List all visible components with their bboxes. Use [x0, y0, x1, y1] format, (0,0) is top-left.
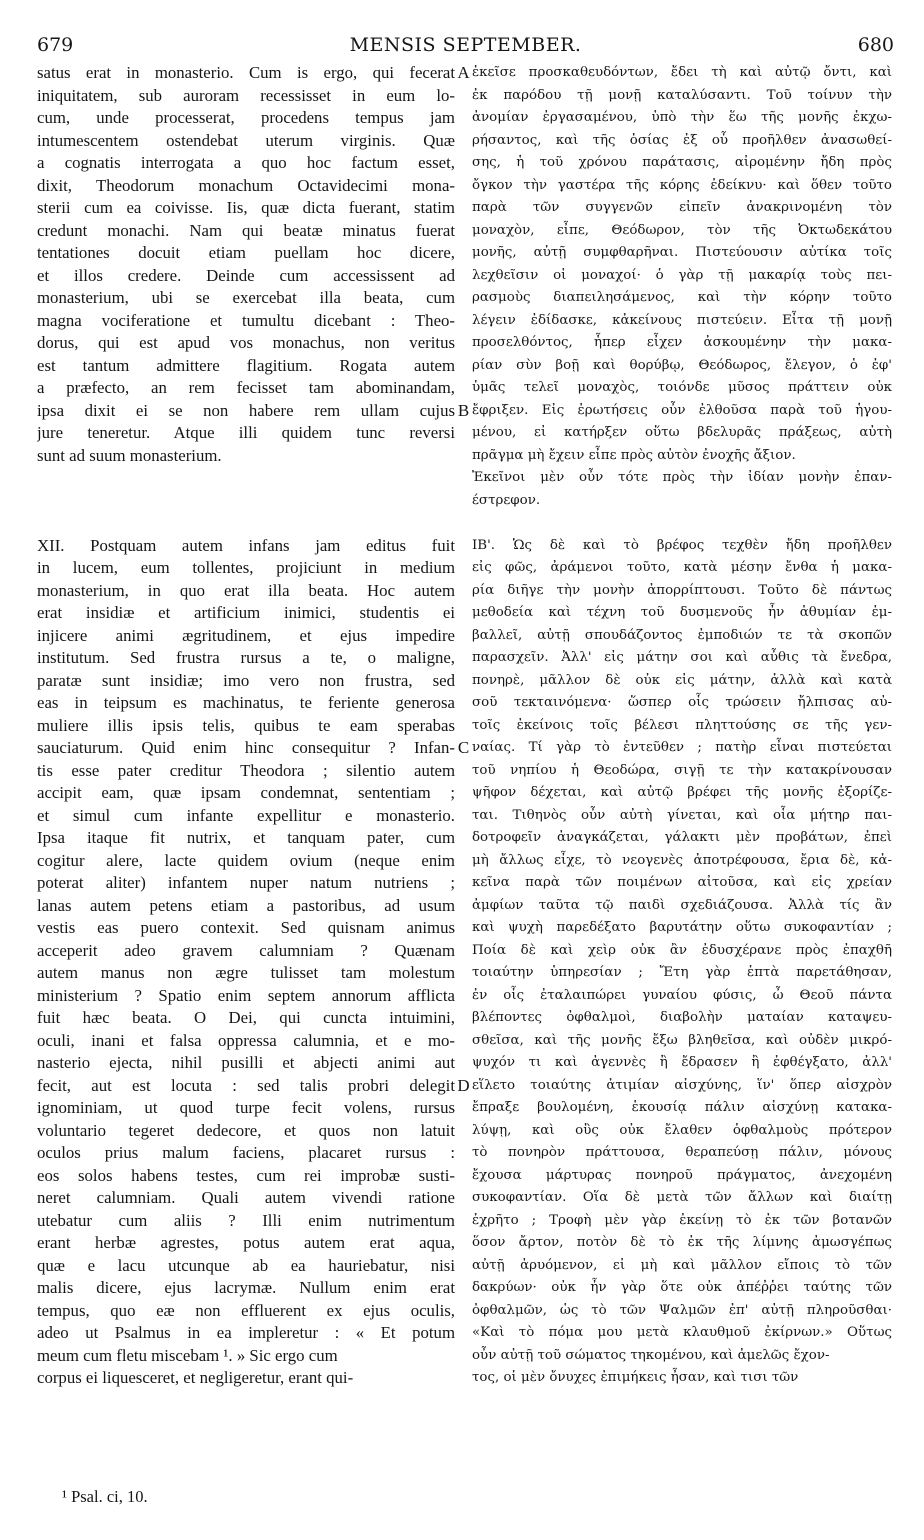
greek-text-line: πονηρὲ, μᾶλλον δὲ οὐκ εἰς μάτην, ἀλλὰ καὶ κατὰ	[472, 672, 892, 688]
latin-text-line: fecit, aut est locuta : sed talis probri delegit	[37, 1075, 455, 1095]
greek-text-line: βαλλεῖ, αὐτῇ σπουδάζοντος ἐμποδιών τε τὰ σκοπῶν	[472, 627, 892, 643]
latin-text-line: Ipsa itaque fit nutrix, et tanquam pater, cum	[37, 828, 455, 847]
latin-text-line: oculos prius malum faciens, placaret rursus :	[37, 1143, 455, 1162]
page-number-right: 680	[857, 34, 894, 56]
greek-text-line: «Καὶ τὸ πόμα μου μετὰ κλαυθμοῦ ἐκίρνων.» Οὕτως	[472, 1325, 892, 1340]
latin-text-line: oculi, inani et falsa oppressa calumnia, et e mo-	[37, 1030, 455, 1050]
greek-text-line: ρήσαντος, καὶ τῆς ὁσίας ἐξ οὗ προῆλθεν ἀνασωθεί-	[472, 132, 892, 148]
greek-text-line: ἀνομίαν ἐργασαμένου, ὑπὸ τὴν ἕω τῆς μονῆς ἐκχω-	[472, 110, 892, 125]
greek-text-line: μὴ ἄλλως εἶχε, τὸ νεογενὲς ἀποτρέφουσα, ἔρια δὲ, κἀ-	[472, 852, 892, 868]
latin-text-line: credunt monachi. Nam qui beatæ minatus fuerat	[37, 220, 455, 240]
latin-text-line: corpus ei liquesceret, et negligeretur, erant qui-	[37, 1368, 354, 1387]
greek-text-line: μεθοδεία καὶ τέχνη τοῦ δυσμενοῦς ἦν ἀθυμίαν ἐμ-	[472, 605, 892, 620]
latin-text-line: sunt ad suum monasterium.	[37, 445, 222, 465]
latin-text-line: erat insidiæ et artificium inimici, studentis ei	[37, 603, 455, 622]
latin-text-line: monasterium, ubi se exercebat illa beata, cum	[37, 288, 455, 307]
greek-text-line: έστρεφον.	[472, 492, 541, 508]
greek-text-line: τὸ πονηρὸν πράττουσα, θεραπεύσῃ πάλιν, μόνους	[472, 1145, 892, 1160]
greek-text-line: ΙΒ'. Ὡς δὲ καὶ τὸ βρέφος τεχθὲν ἤδη προῆλθεν	[472, 537, 892, 553]
section-marker: C	[457, 738, 470, 757]
latin-text-line: et simul cum infante expellitur e monasterio.	[37, 805, 455, 825]
greek-text-line: συκοφαντίαν. Οἵα δὲ μετὰ τῶν ἄλλων καὶ διαίτῃ	[472, 1190, 892, 1205]
latin-text-line: jure teneretur. Atque illi quidem tunc reversi	[37, 423, 455, 442]
greek-text-line: λεχθεῖσιν οἱ μοναχοί· ὁ γὰρ τῇ μακαρίᾳ τοὺς πει-	[472, 267, 892, 283]
greek-text-line: τοῦ νηπίου ἡ Θεοδώρα, σιγῇ τε τὴν κατακρίνουσαν	[472, 762, 892, 778]
greek-text-line: βλέποντες ὀφθαλμοὶ, διαβολὴν ματαίαν καταψευ-	[472, 1010, 892, 1025]
footnote: ¹ Psal. ci, 10.	[62, 1487, 148, 1506]
latin-text-line: lanas autem petens etiam a pastoribus, ad usum	[37, 895, 455, 915]
latin-text-line: nasterio ejecta, nihil pusilli et abjecti animi aut	[37, 1053, 455, 1072]
latin-text-line: institutum. Sed frustra rursus a te, o maligne,	[37, 648, 455, 667]
greek-text-line: μοναχὸν, εἶπε, Θεόδωρον, τὸν τῆς Ὀκτωδεκάτου	[472, 222, 892, 238]
latin-text-line: vestis eas puero contexit. Sed quisnam animus	[37, 918, 455, 937]
greek-text-line: καὶ ψυχὴ παρεδέξατο βαρυτάτην οὕτω συκοφαντίαν ;	[472, 920, 892, 935]
greek-text-line: τοῖς ἐκείνοις τοῖς βέλεσι πληττούσης σε τῆς γεν-	[472, 717, 892, 733]
latin-text-line: satus erat in monasterio. Cum is ergo, qui fecerat	[37, 63, 455, 82]
greek-text-line: ἐν οἷς ἐταλαιπώρει γυναίου φύσις, ὦ Θεοῦ πάντα	[472, 987, 892, 1003]
greek-text-line: εἵλετο τοιαύτης ἀτιμίαν αἰσχύνης, ἵν' ὅπερ αἰσχρὸν	[472, 1077, 892, 1093]
latin-text-line: voluntario tegeret dedecore, et quos non latuit	[37, 1120, 455, 1140]
latin-text-line: malis dicere, ejus lacrymæ. Nullum enim erat	[37, 1278, 455, 1297]
section-marker: A	[457, 63, 470, 82]
latin-text-line: intumescentem ostendebat uterum virginis. Quæ	[37, 130, 455, 150]
latin-text-line: dorus, qui est apud vos monachus, non veritus	[37, 333, 455, 352]
section-marker: D	[457, 1075, 470, 1095]
latin-text-line: XII. Postquam autem infans jam editus fuit	[37, 535, 455, 555]
greek-text-line: λέγειν ἐδίδασκε, κἀκείνους πιστεύειν. Εἶτα τῇ μονῇ	[472, 312, 892, 328]
latin-text-line: poterat aliter) infantem nuper natum nutriens ;	[37, 873, 455, 892]
latin-text-line: dixit, Theodorum monachum Octavidecimi mona-	[37, 175, 455, 195]
greek-text-line: πρᾶγμα μὴ ἔχειν εἶπε πρὸς αὐτὸν ἐνοχῆς ἄξιον.	[472, 447, 796, 463]
greek-text-line: ἐκεῖσε προσκαθευδόντων, ἔδει τὴ καὶ αὐτῷ ὄντι, καὶ	[472, 65, 892, 80]
latin-text-line: ministerium ? Spatio enim septem annorum afflicta	[37, 985, 455, 1005]
latin-text-line: acceperit adeo gravem calumniam ? Quænam	[37, 940, 455, 960]
latin-text-line	[37, 467, 455, 490]
latin-text-line: tentationes docuit etiam puellam hoc dicere,	[37, 243, 455, 262]
greek-text-line: ἔφριξεν. Εἰς ἐρωτήσεις οὖν ἐλθοῦσα παρὰ τοῦ ἡγου-	[472, 402, 892, 418]
greek-text-line: λύψῃ, καὶ οὓς οὐκ ἔλαθεν ὀφθαλμοὺς πρότερον	[472, 1122, 892, 1138]
latin-text-line: cogitur alere, lacte quidem ovium (neque enim	[37, 850, 455, 870]
latin-column	[37, 62, 455, 1390]
latin-text-line: tis esse pater creditur Theodora ; silentio autem	[37, 760, 455, 780]
latin-text-line: erant herbæ agrestes, potus autem erat aqua,	[37, 1233, 455, 1252]
greek-text-line: Ποία δὲ καὶ χεὶρ οὐκ ἂν ἐδυσχέρανε πρὸς ἐπαχθῆ	[472, 942, 892, 958]
running-title: MENSIS SEPTEMBER.	[349, 34, 582, 56]
greek-text-line: ται. Τιθηνὸς οὖν αὐτὴ γίνεται, καὶ οἷα μήτηρ παι-	[472, 807, 892, 823]
greek-text-line	[472, 512, 892, 535]
latin-text-line	[37, 490, 455, 513]
greek-text-line: τοιαύτην ὑπηρεσίαν ; Ἔτη γὰρ ἑπτὰ παρετάθησαν,	[472, 965, 892, 980]
latin-text-line: quæ e lacu utcunque ab ea hauriebatur, nisi	[37, 1255, 455, 1275]
greek-text-line: ρασμοὺς διαπειλησάμενος, καὶ τὴν κόρην τοῦτο	[472, 290, 892, 305]
latin-text-line: adeo ut Psalmus in ea impleretur : « Et potum	[37, 1323, 455, 1342]
latin-text-line: a cognatis interrogata a quo hoc factum esset,	[37, 153, 455, 172]
latin-text-line: est tantum admittere flagitium. Rogata autem	[37, 355, 455, 375]
latin-text-line: tempus, quo eæ non effluerent ex ejus oculis,	[37, 1300, 455, 1320]
greek-text-line: κεῖνα παρὰ τῶν ποιμένων αἰτοῦσα, καὶ εἰς χρείαν	[472, 875, 892, 890]
greek-text-line: τος, οἱ μὲν ὄνυχες ἐπιμήκεις ἦσαν, καὶ τισι τῶν	[472, 1370, 799, 1385]
greek-text-line: ὄγκον τὴν γαστέρα τῆς κόρης ἐδείκνυ· καὶ ὅθεν τοῦτο	[472, 177, 892, 193]
greek-text-line: δακρύων· οὐκ ἦν γὰρ ὅτε οὐκ ἀπέῤῥει ταύτης τῶν	[472, 1280, 892, 1295]
latin-text-line: iniquitatem, sub auroram recessisset in eum lo-	[37, 85, 455, 105]
latin-text-line: autem manus non ægre tulisset tam molestum	[37, 963, 455, 982]
latin-text-line: injicere animi ægritudinem, et ejus impedire	[37, 625, 455, 645]
latin-text-line: sauciaturum. Quid enim hinc consequitur ? Infan-	[37, 738, 455, 757]
greek-text-line: παρασχεῖν. Ἀλλ' εἰς μάτην σοι καὶ αὖθις τὰ ἔνεδρα,	[472, 650, 892, 665]
greek-text-line: αὐτῇ ἀρυόμενον, εἰ μὴ καὶ μᾶλλον εἴποις τὸ τῶν	[472, 1257, 892, 1273]
greek-text-line: μονῆς, αὐτῇ συμφθαρῆναι. Πιστεύουσιν αὐτίκα τοῖς	[472, 245, 892, 260]
greek-text-line: Ἐκεῖνοι μὲν οὖν τότε πρὸς τὴν ἰδίαν μονὴν ἐπαν-	[472, 470, 892, 485]
latin-text-line: cum, unde processerat, procedens tempus jam	[37, 108, 455, 127]
greek-text-line: δοτροφεῖν ἀναγκάζεται, γάλακτι μὲν προβάτων, ἐπεὶ	[472, 830, 892, 845]
latin-text-line: ignominiam, ut quod turpe fecit volens, rursus	[37, 1098, 455, 1117]
greek-text-line: ἀμφίων ταῦτα τῷ παιδὶ σχεδιάζουσα. Ἀλλὰ τίς ἂν	[472, 897, 892, 913]
greek-text-line: προσελθόντος, ἧπερ εἶχεν ἀσκουμένην τὴν μακα-	[472, 335, 892, 350]
greek-text-line: ὅσον ἄρτον, ποτὸν δὲ τὸ ἐκ τῆς λίμνης ἀμωσγέπως	[472, 1235, 892, 1250]
latin-text-line: magna vociferatione et tumultu dicebant : Theo-	[37, 310, 455, 330]
greek-text-line: ἔπραξε βουλομένη, ἑκουσίᾳ πάλιν αἰσχύνῃ κατακα-	[472, 1100, 892, 1115]
greek-text-line: μένου, εἰ κατήρξεν οὕτω βδελυρᾶς πράξεως, αὐτὴ	[472, 425, 892, 440]
latin-text-line: eos solos habens testes, cum rei improbæ susti-	[37, 1165, 455, 1185]
latin-text-line: monasterium, in quo erat illa beata. Hoc autem	[37, 580, 455, 600]
greek-text-line: οὖν αὐτῇ τοῦ σώματος τηκομένου, καὶ ἀμελῶς ἔχον-	[472, 1347, 830, 1363]
latin-text-line: utebatur cum aliis ? Illi enim nutrimentum	[37, 1210, 455, 1230]
greek-text-line: σης, ἡ τοῦ χρόνου παράτασις, αἰρομένην ἤδη πρὸς	[472, 155, 892, 170]
greek-text-line: σθεῖσα, καὶ τῆς μονῆς ἔξω βληθεῖσα, καὶ οὐδὲν μικρό-	[472, 1032, 892, 1048]
latin-text-line: ipsa dixit ei se non habere rem ullam cujus	[37, 400, 455, 420]
latin-text-line: accipit eam, quæ ipsam condemnat, sententiam ;	[37, 783, 455, 802]
latin-text-line: sterii cum ea coivisse. Iis, quæ dicta fuerant, statim	[37, 198, 455, 217]
greek-text-line: ψῆφον δέχεται, καὶ αὐτῷ βρέφει τῆς μονῆς ἐξορίζε-	[472, 785, 892, 800]
greek-text-line: ναίας. Τί γὰρ τὸ ἐντεῦθεν ; πατὴρ εἶναι πιστεύεται	[472, 740, 892, 755]
latin-text-line: a præfecto, an rem fecisset tam abominandam,	[37, 378, 455, 397]
greek-text-line: ρίαν σὺν βοῇ καὶ θορύβῳ, Θεόδωρος, ἔλεγον, ὁ ἐφ'	[472, 357, 892, 373]
greek-text-line: ὑμᾶς τελεῖ μοναχὸς, τοιόνδε μῦσος πράττειν οὐκ	[472, 380, 892, 395]
greek-text-line: παρὰ τῶν συγγενῶν εἰπεῖν ἀνακρινομένη τὸν	[472, 200, 892, 215]
page-header	[37, 34, 894, 62]
greek-text-line: ἔχουσα μάρτυρας πονηροῦ πράγματος, ἀνεχομένη	[472, 1167, 892, 1183]
page-number-left: 679	[37, 34, 74, 56]
greek-column	[472, 62, 892, 1390]
latin-text-line: meum cum fletu miscebam ¹. » Sic ergo cum	[37, 1345, 338, 1365]
latin-text-line: paratæ sunt insidiæ; imo vero non frustra, sed	[37, 670, 455, 690]
latin-text-line: fuit hæc beata. O Dei, qui cuncta intuimini,	[37, 1008, 455, 1027]
greek-text-line: ρία διῆγε τὴν μονὴν ἀπορρίπτουσι. Τοῦτο δὲ πάντως	[472, 582, 892, 598]
greek-text-line: ἐχρῆτο ; Τροφὴ μὲν γὰρ ἐκείνῃ τὸ ἐκ τῶν βοτανῶν	[472, 1212, 892, 1228]
latin-text-line: neret calumniam. Quali autem vivendi ratione	[37, 1188, 455, 1207]
latin-text-line: eas in teipsum es machinatus, te feriente generosa	[37, 693, 455, 712]
latin-text-line: muliere illis ipsis telis, quibus te eam sperabas	[37, 715, 455, 735]
latin-text-line	[37, 512, 455, 535]
section-marker: B	[457, 400, 470, 420]
greek-text-line: ὀφθαλμῶν, ὡς τὸ τῶν Ψαλμῶν ἐπ' αὐτῇ πληροῦσθαι·	[472, 1302, 892, 1318]
greek-text-line: εἰς φῶς, ἀράμενοι τοῦτο, κατὰ μέσην ἔνθα ἡ μακα-	[472, 560, 892, 575]
greek-text-line: σοῦ τεκταινόμενα· ὥσπερ οἷς τρώσειν ἤλπισας αὐ-	[472, 695, 892, 710]
latin-text-line: in lucem, eum tollentes, projiciunt in medium	[37, 558, 455, 577]
greek-text-line: ψυχόν τι καὶ ἀγεννὲς ἢ ἔδρασεν ἢ ἐφθέγξατο, ἀλλ'	[472, 1055, 892, 1070]
latin-text-line: et illos credere. Deinde cum accessissent ad	[37, 265, 455, 285]
greek-text-line: ἐκ παρόδου τῇ μονῇ καταλύσαντι. Τοῦ τοίνυν τὴν	[472, 87, 892, 103]
